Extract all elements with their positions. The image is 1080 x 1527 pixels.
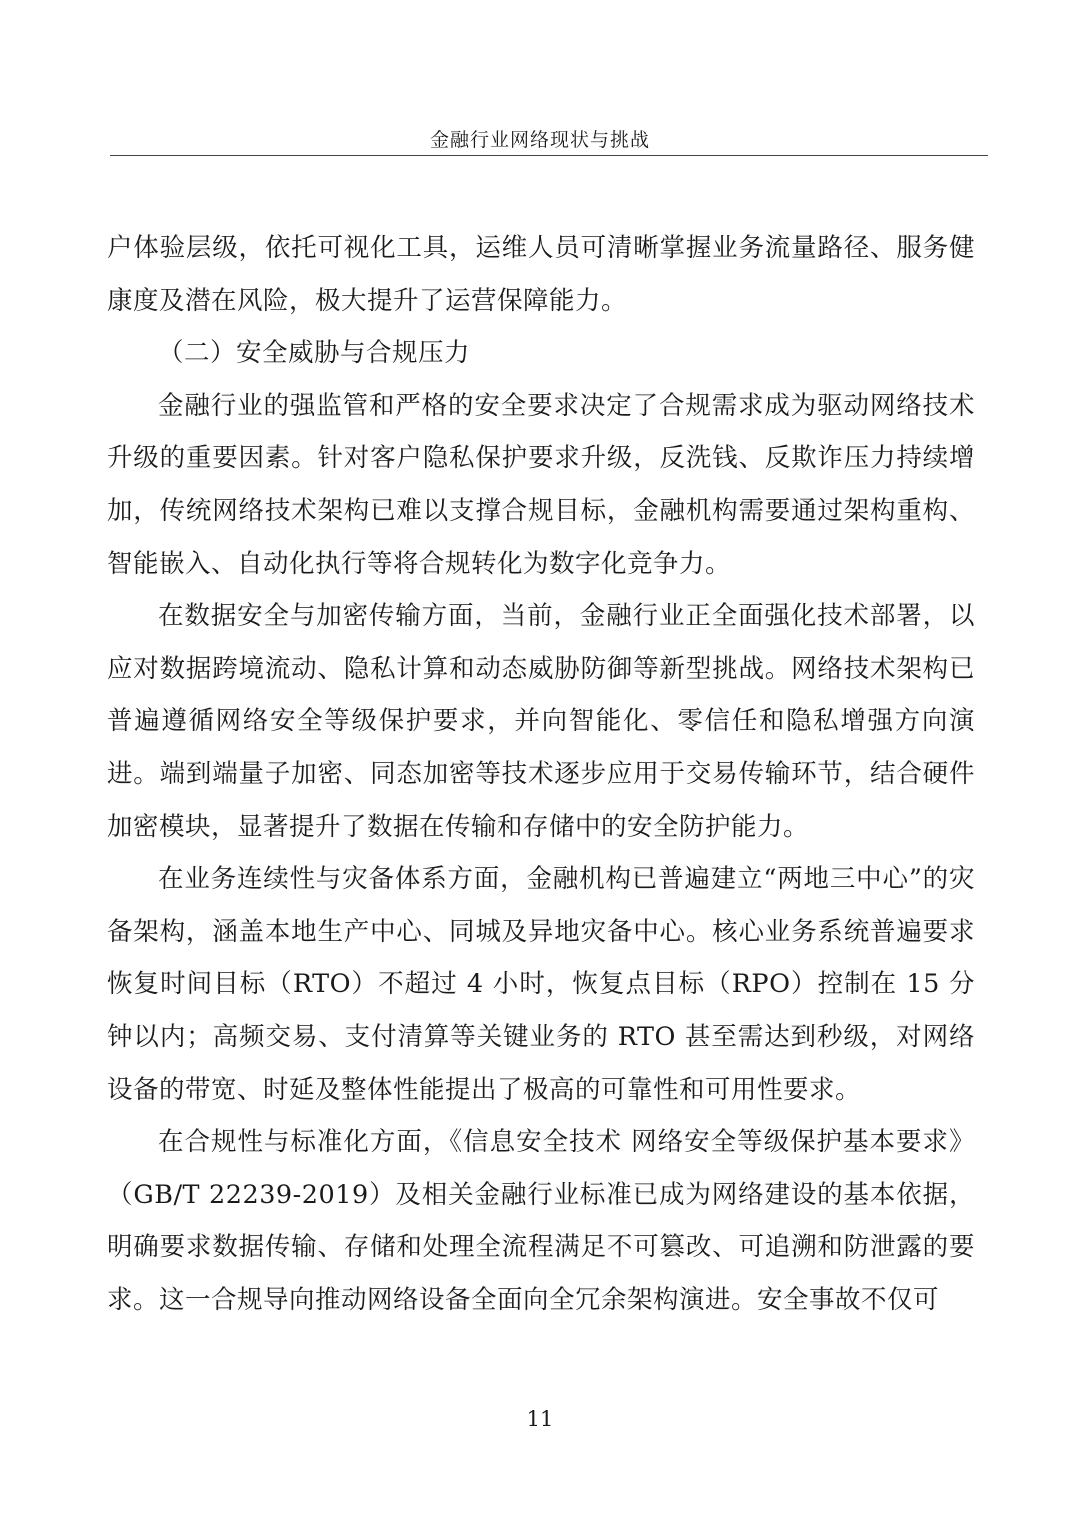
paragraph-standards: 在合规性与标准化方面，《信息安全技术 网络安全等级保护基本要求》（GB/T 22239-2019）及相关金融行业标准已成为网络建设的基本依据，明确要求数据传输、存储和处理全流程满足不可篡改、可追溯和防泄露的要求。这一合规导向推动网络设备全面向全冗余架构演进。安全事故不仅可 xyxy=(107,1127,975,1315)
running-header: 金融行业网络现状与挑战 xyxy=(429,129,650,151)
section-heading: （二）安全威胁与合规压力 xyxy=(158,338,471,369)
header-divider xyxy=(110,155,988,156)
paragraph-data-security: 在数据安全与加密传输方面，当前，金融行业正全面强化技术部署，以应对数据跨境流动、隐私计算和动态威胁防御等新型挑战。网络技术架构已普遍遵循网络安全等级保护要求，并向智能化、零信任和隐私增强方向演进。端到端量子加密、同态加密等技术逐步应用于交易传输环节，结合硬件加密模块，显著提升了数据在传输和存储中的安全防护能力。 xyxy=(107,601,975,842)
paragraph-compliance-drivers: 金融行业的强监管和严格的安全要求决定了合规需求成为驱动网络技术升级的重要因素。针对客户隐私保护要求升级，反洗钱、反欺诈压力持续增加，传统网络技术架构已难以支撑合规目标，金融机构需要通过架构重构、智能嵌入、自动化执行等将合规转化为数字化竞争力。 xyxy=(107,390,975,579)
paragraph-business-continuity: 在业务连续性与灾备体系方面，金融机构已普遍建立“两地三中心”的灾备架构，涵盖本地生产中心、同城及异地灾备中心。核心业务系统普遍要求恢复时间目标（RTO）不超过 4 小时，恢复点目标（RPO）控制在 15 分钟以内；高频交易、支付清算等关键业务的 RTO 甚至需达到秒级，对网络设备的带宽、时延及整体性能提出了极高的可靠性和可用性要求。 xyxy=(107,864,975,1105)
paragraph-continuation: 户体验层级，依托可视化工具，运维人员可清晰掌握业务流量路径、服务健康度及潜在风险，极大提升了运营保障能力。 xyxy=(107,233,975,316)
page-number: 11 xyxy=(526,1407,554,1431)
page-body xyxy=(107,222,975,1326)
